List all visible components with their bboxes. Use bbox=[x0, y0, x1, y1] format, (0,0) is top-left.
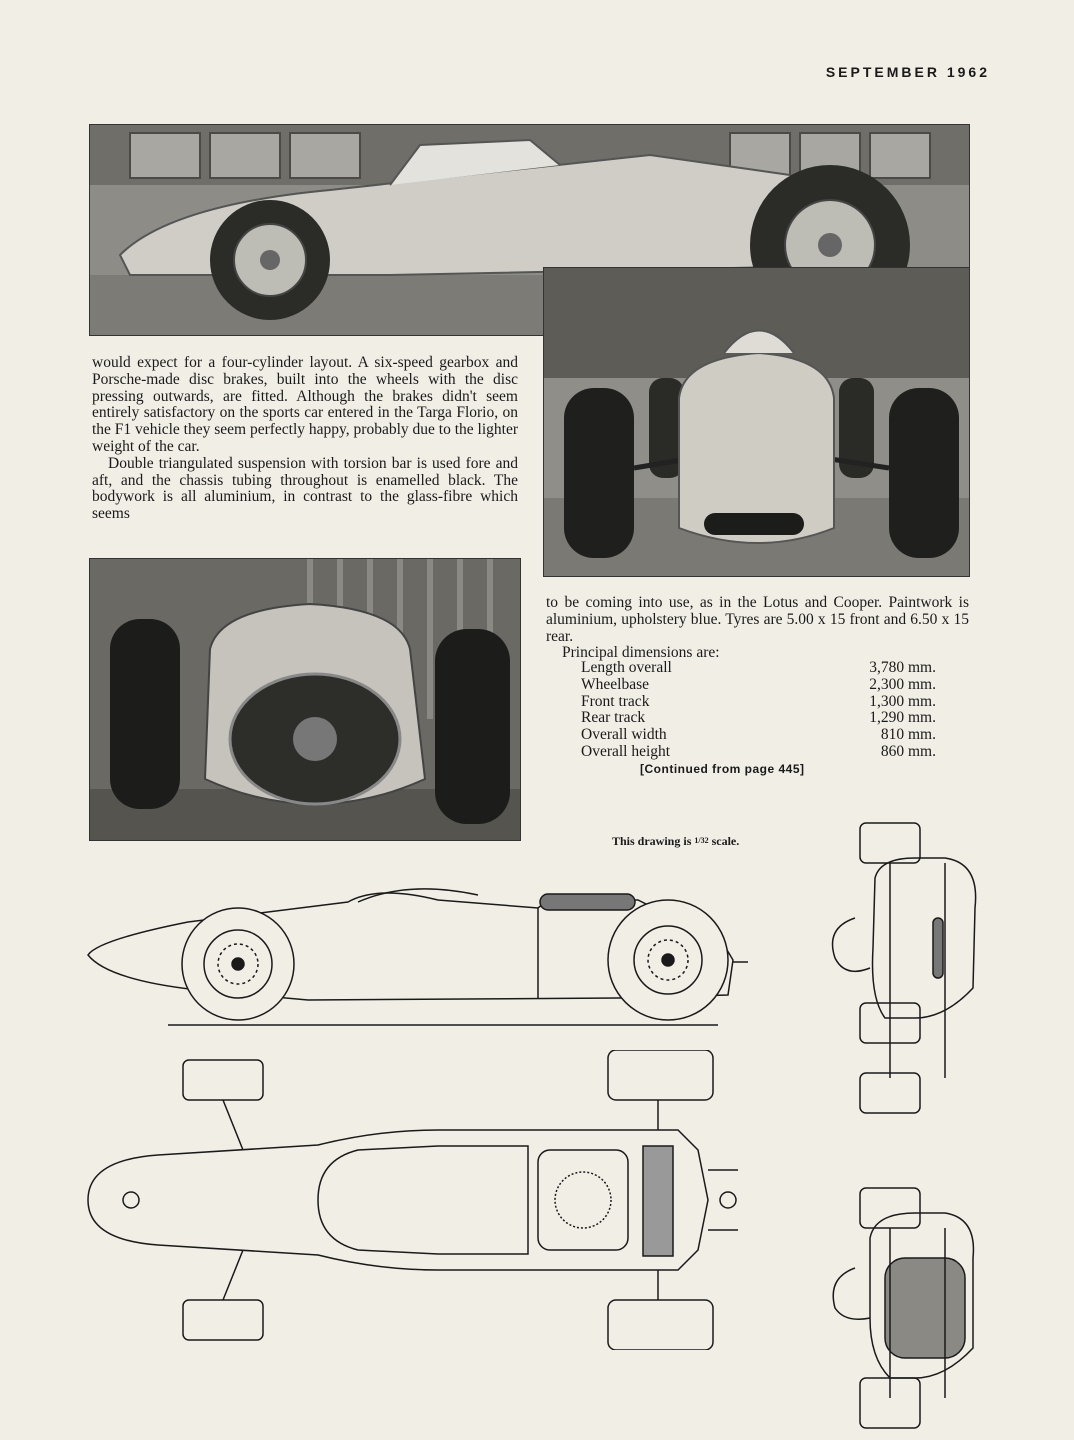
dimension-label: Rear track bbox=[581, 709, 646, 727]
dimension-row bbox=[581, 677, 936, 694]
car-side-elevation-icon bbox=[78, 880, 748, 1035]
drawing-note-suffix: scale. bbox=[711, 834, 740, 848]
dimension-row bbox=[581, 710, 936, 727]
racing-car-rear-photo-icon bbox=[90, 559, 520, 840]
car-plan-view-icon bbox=[78, 1050, 758, 1350]
article-column-right bbox=[546, 595, 969, 662]
paragraph: to be coming into use, as in the Lotus and Cooper. Paintwork is aluminium, upholstery blue. Tyres are 5.00 x 15 front and 6.50 x 15 rear. bbox=[546, 594, 969, 645]
drawing-note-fraction: 1/32 bbox=[694, 836, 709, 845]
dimension-label: Overall width bbox=[581, 726, 667, 744]
end-elevation-drawings bbox=[815, 818, 985, 1433]
drawing-scale-note bbox=[612, 834, 739, 849]
dimension-row bbox=[581, 727, 936, 744]
dimension-row bbox=[581, 744, 936, 761]
dimension-value: 3,780 mm. bbox=[869, 659, 936, 676]
dimension-label: Front track bbox=[581, 692, 650, 710]
dimension-row bbox=[581, 694, 936, 711]
paragraph: would expect for a four-cylinder layout. A six-speed gearbox and Porsche-made disc brakes, built into the wheels with the disc pressing outwards, are fitted. Although the brakes didn't seem entirely satisfactory on the sports car entered in the Targa Florio, on the F1 vehicle they seem perfectly happy, probably due to the lighter weight of the car. bbox=[92, 354, 518, 455]
dimension-label: Length overall bbox=[581, 659, 672, 676]
dimension-row bbox=[581, 660, 936, 677]
dimension-value: 1,290 mm. bbox=[869, 709, 936, 727]
dimension-label: Overall height bbox=[581, 742, 671, 760]
dimensions-table bbox=[581, 660, 936, 761]
dimension-value: 2,300 mm. bbox=[869, 675, 936, 693]
dimension-value: 1,300 mm. bbox=[869, 692, 936, 710]
drawing-note-prefix: This drawing is bbox=[612, 834, 692, 848]
side-elevation-drawing bbox=[78, 880, 748, 1035]
dimension-value: 810 mm. bbox=[880, 726, 936, 744]
car-end-elevation-icon bbox=[815, 818, 985, 1433]
dimensions-intro: Principal dimensions are: bbox=[562, 644, 720, 662]
rear-view-photo bbox=[89, 558, 521, 841]
racing-car-front-photo-icon bbox=[544, 268, 969, 576]
dimension-value: 860 mm. bbox=[880, 742, 936, 760]
dimension-label: Wheelbase bbox=[581, 675, 649, 693]
article-column-left bbox=[92, 355, 518, 523]
running-head: SEPTEMBER 1962 bbox=[825, 64, 990, 80]
plan-view-drawing bbox=[78, 1050, 758, 1350]
continued-note: [Continued from page 445] bbox=[640, 762, 805, 776]
paragraph: Double triangulated suspension with torsion bar is used fore and aft, and the chassis tubing throughout is enamelled black. The bodywork is all aluminium, in contrast to the glass-fibre which seems bbox=[92, 454, 518, 523]
front-view-photo bbox=[543, 267, 970, 577]
